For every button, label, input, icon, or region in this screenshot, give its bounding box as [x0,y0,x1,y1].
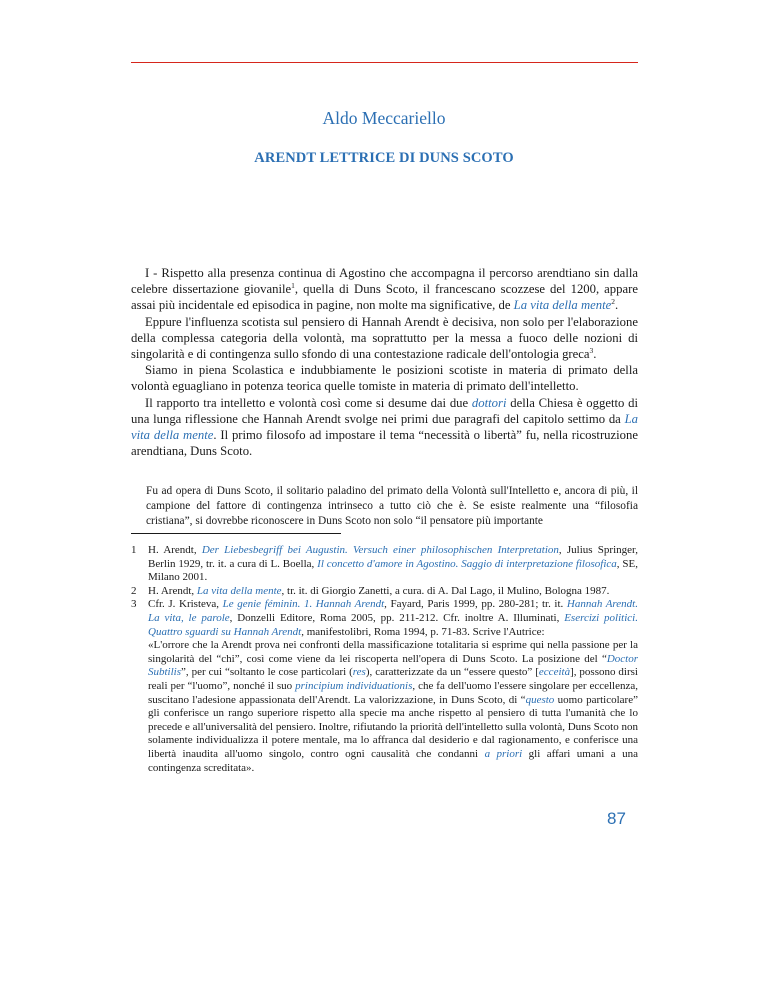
fn1-italic-2: Il concetto d'amore in Agostino. Saggio di interpretazione filosofica [317,557,617,570]
footnote-text [148,598,638,775]
fn3-quote-6: uomo particolare” gli conferisce un rango superiore rispetto alla specie ma anche rispetto al pensiero di tutta l'umanità che lo precede e all'universalità del pensiero. Inoltre, rifiutando la priorità dell'intelletto sulla volontà, Duns Scoto non solamente individualizza il potere mentale, ma lo affranca dal desiderio e dal ragionamento, e conferisce una libertà inaudita all'uomo singolo, contro ogni causalità che condanni [148,693,638,760]
fn1-a: H. Arendt, [148,544,202,556]
header-rule [131,62,638,63]
p2-text-b: . [593,347,597,362]
fn3-quote-5: , che fa dell'uomo l'essere singolare per eccellenza, suscitano l'adesione appassionata dell'Arendt. La valorizzazione, in Duns Scoto, di “ [148,679,639,706]
paragraph-2 [131,314,638,363]
book-title-italic: La vita della mente [513,298,612,313]
paragraph-3: Siamo in piena Scolastica e indubbiamente le posizioni scotiste in materia di primato della volontà eguagliano in potenza teorica quelle tomiste in materia di primato dell'intelletto. [131,363,638,394]
fn3-quote-7: gli affari umani a una contingenza screditata». [148,747,638,774]
footnote-2 [131,585,638,599]
footnote-number: 2 [131,584,137,597]
p4-text-c: . Il primo filosofo ad impostare il tema “necessità o libertà” fu, nella ricostruzione arendtiana, Duns Scoto. [131,428,638,459]
p1-text-c: . [615,298,619,313]
author-name: Aldo Meccariello [322,108,446,128]
fn1-b: , Julius Springer, Berlin 1929, tr. it. a cura di L. Boella, [148,544,638,570]
paragraph-4 [131,395,638,460]
fn2-b: , tr. it. di Giorgio Zanetti, a cura. di A. Dal Lago, il Mulino, Bologna 1987. [281,584,610,597]
fn3-quote-italic-6: a priori [484,747,523,760]
footnote-ref-2[interactable]: 2 [611,297,615,307]
footnote-text [148,585,638,599]
footnote-ref-3[interactable]: 3 [589,346,594,356]
fn1-italic: Der Liebesbegriff bei Augustin. Versuch einer philosophischen Interpretation [201,544,559,556]
footnote-1 [131,544,638,585]
fn3-b: , Fayard, Paris 1999, pp. 280-281; tr. it. [384,598,567,611]
fn3-italic: Le genie féminin. 1. Hannah Arendt [222,598,385,611]
footnote-ref-1[interactable]: 1 [291,281,295,291]
fn3-d: , manifestolibri, Roma 1994, p. 71-83. Scrive l'Autrice: [301,625,545,638]
p4-text-b: della Chiesa è oggetto di una lunga riflessione che Hannah Arendt svolge nei primi due paragrafi del capitolo settimo da [131,395,638,426]
fn3-quote-italic-3: ecceità [538,666,571,679]
fn3-quote-3: ), caratterizzate da un “essere questo” [ [365,666,539,679]
p2-text-a: Eppure l'influenza scotista sul pensiero di Hannah Arendt è decisiva, non solo per l'elaborazione della complessa categoria della volontà, ma soprattutto per la messa a fuoco delle nozioni di singolarità e di contingenza sullo sfondo di una contestazione radicale dell'ontologia greca [131,314,638,362]
fn3-quote-1: «L'orrore che la Arendt prova nei confronti della massificazione totalitaria si esprime qui nella passione per la singolarità del “chi”, così come viene da lei riscoperta nell'opera di Duns Scoto. La posizione del “ [148,639,638,665]
fn3-quote-4: ], possono dirsi reali per “l'uomo”, nonché il suo [148,666,638,692]
p4-text-a: Il rapporto tra intelletto e volontà così come si desume dai due [145,395,472,410]
footnote-number: 1 [131,544,137,556]
body-text [131,265,638,459]
fn3-quote-italic-4: principium individuationis [295,679,413,692]
fn1-c: , SE, Milano 2001. [148,557,638,584]
fn3-quote-italic-1: Doctor Subtilis [148,652,638,679]
fn3-a: Cfr. J. Kristeva, [148,598,223,611]
fn3-c: , Donzelli Editore, Roma 2005, pp. 211-212. Cfr. inoltre A. Illuminati, [229,611,565,624]
dottori-italic: dottori [471,395,507,410]
fn3-quote-italic-5: questo [525,693,555,706]
footnote-number: 3 [131,598,137,611]
p1-text-b: , quella di Duns Scoto, il francescano scozzese del 1200, appare assai più incidentale ed episodica in pagine, non molte ma significative, de [131,282,638,313]
paragraph-1 [131,265,638,314]
page-number: 87 [607,809,626,828]
quote-text: Fu ad opera di Duns Scoto, il solitario paladino del primato della Volontà sull'Intelletto e, ancora di più, il campione del fattore di contingenza intrinseco a tutto ciò che è. Se esiste realmente una “filosofia cristiana”, si dovrebbe riconoscere in Duns Scoto non solo “il pensatore più importante [146,485,638,527]
footnotes [131,544,638,775]
fn2-a: H. Arendt, [148,584,197,597]
article-title: ARENDT LETTRICE DI DUNS SCOTO [254,150,514,166]
fn2-italic: La vita della mente [196,584,282,597]
fn3-italic-2: Hannah Arendt. La vita, le parole [148,598,638,624]
block-quote [146,484,638,529]
fn3-italic-3: Esercizi politici. Quattro sguardi su Hannah Arendt [148,611,638,638]
p1-text-a: I - Rispetto alla presenza continua di Agostino che accompagna il percorso arendtiano sin dalla celebre dissertazione giovanile [131,266,638,297]
footnote-text [148,544,638,585]
fn3-quote-italic-2: res [352,666,366,679]
footnote-separator [131,533,341,534]
fn3-quote-2: ”, per cui “soltanto le cose particolari ( [181,666,353,679]
book-title-italic: La vita della mente [131,411,638,443]
footnote-3 [131,598,638,775]
